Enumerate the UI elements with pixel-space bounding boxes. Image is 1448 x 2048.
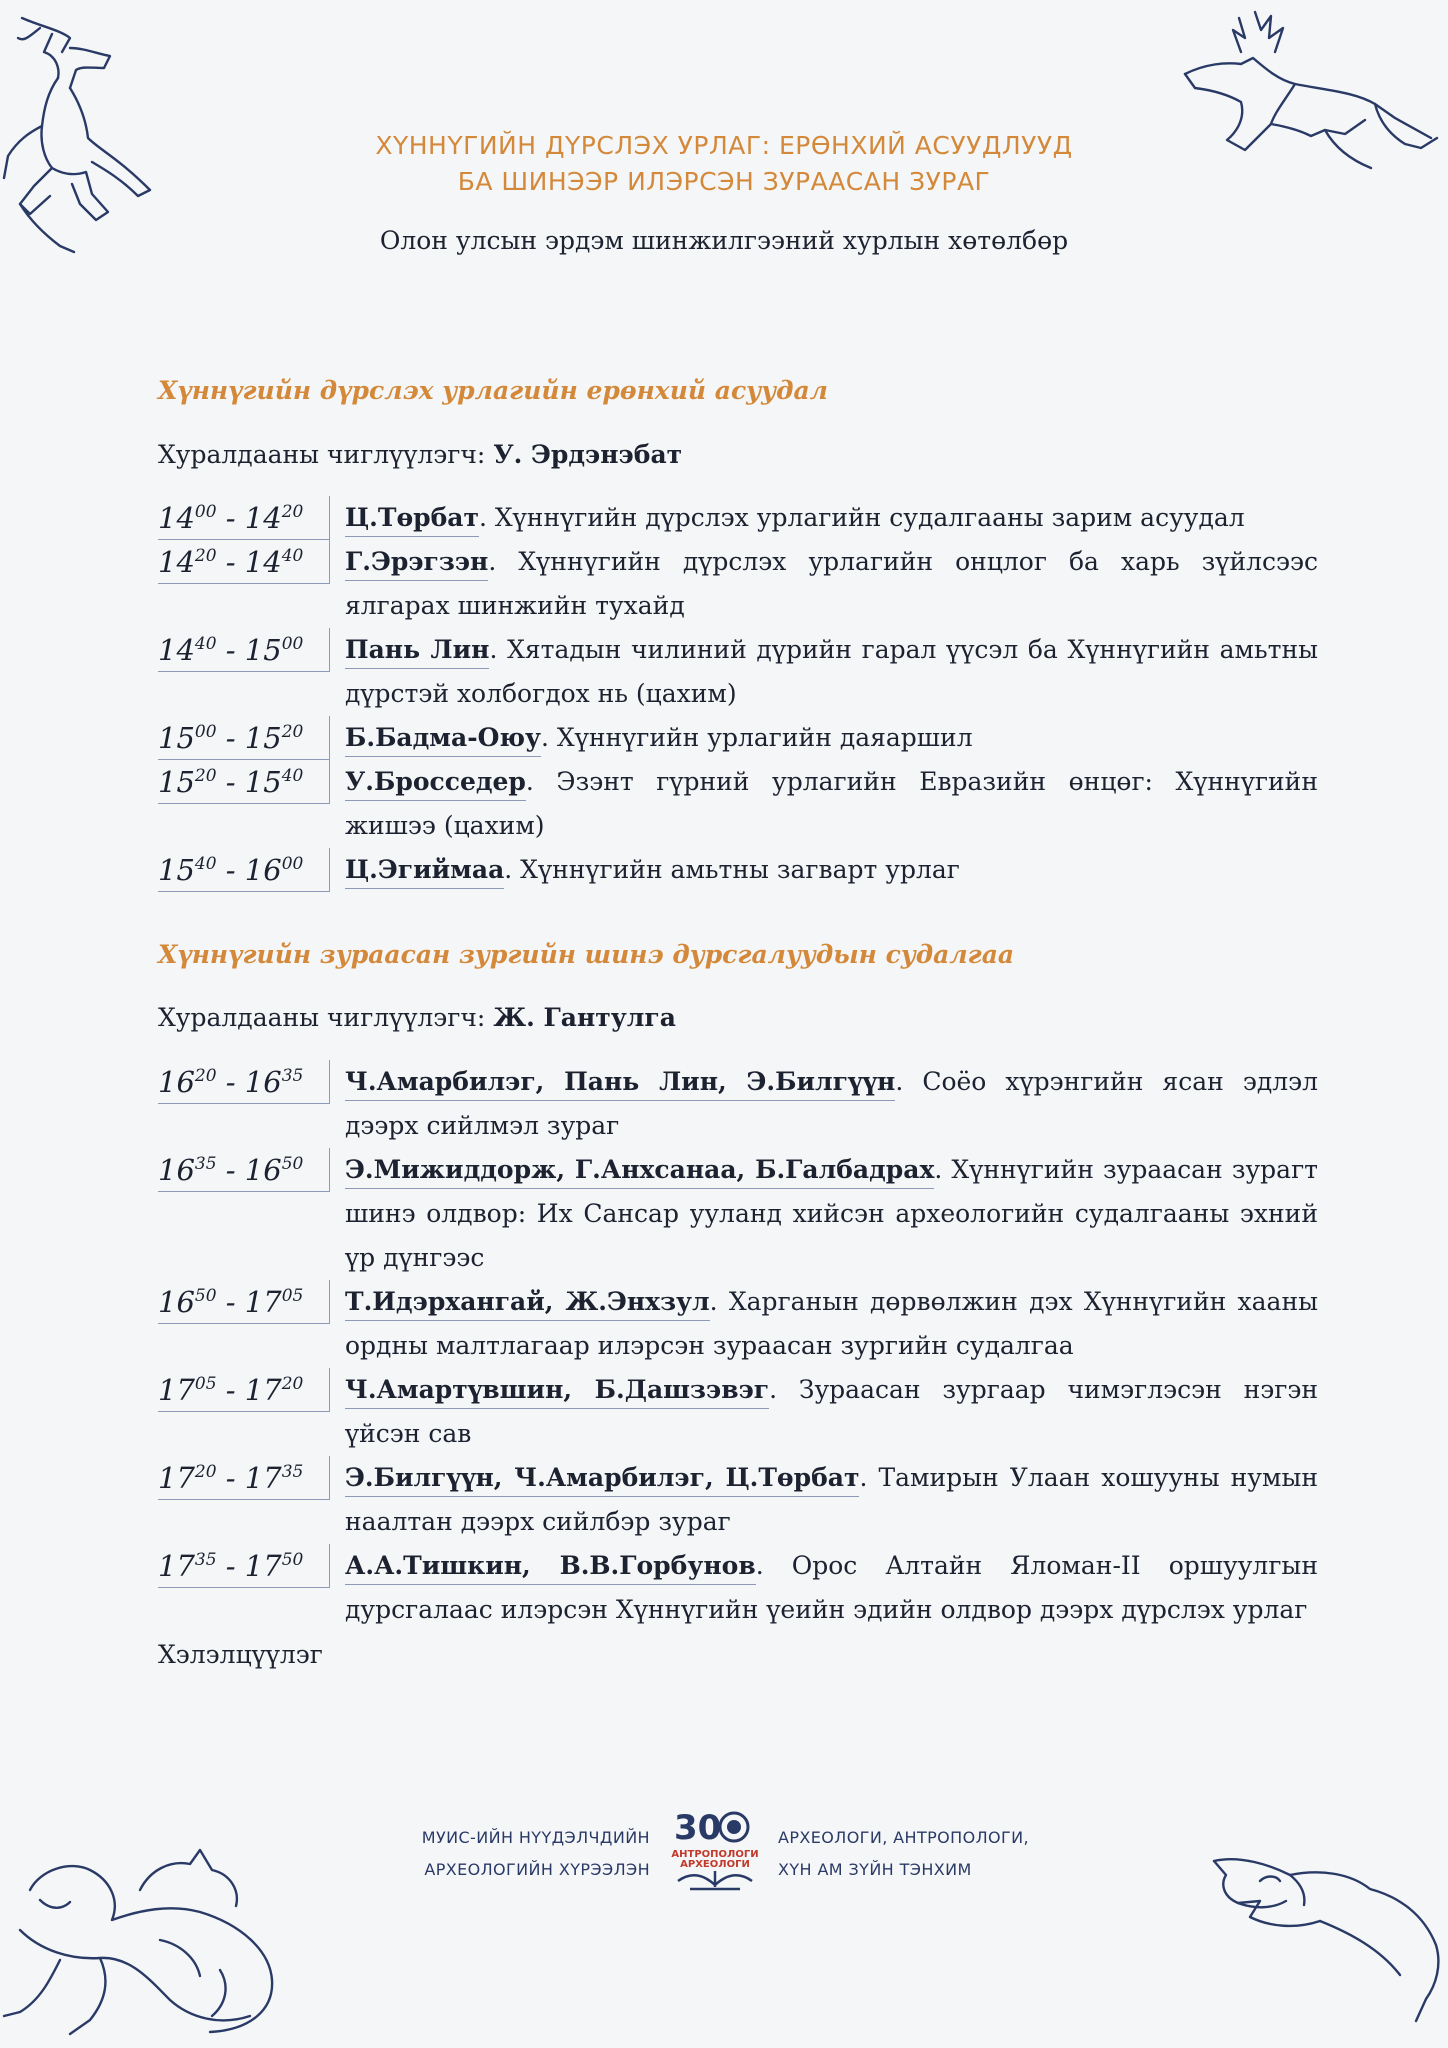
- talk-entry: [330, 1368, 1318, 1456]
- time-slot: $14^{40} - 15^{00}$: [158, 628, 330, 672]
- session-2-moderator: [158, 1003, 676, 1032]
- talk-entry: [330, 1280, 1318, 1368]
- animal-combat-icon-bottom-left: [0, 1840, 290, 2040]
- end-hour: 15: [244, 633, 282, 667]
- talk-authors: У.Бросседер: [345, 767, 526, 801]
- session-1-moderator: [158, 440, 682, 469]
- moderator-label: Хуралдааны чиглүүлэгч:: [158, 1003, 494, 1032]
- time-slot: $17^{05} - 17^{20}$: [158, 1368, 330, 1412]
- session-2-schedule: [158, 1060, 1318, 1632]
- talk-entry: [330, 716, 1318, 760]
- talk-authors: Пань Лин: [345, 635, 489, 669]
- talk-authors: А.А.Тишкин, В.В.Горбунов: [345, 1551, 756, 1585]
- talk-title: . Харганын дөрвөлжин дэх Хүннүгийн хааны ордны малтлагаар илэрсэн зураасан зургийн судалгаа: [345, 1287, 1319, 1360]
- session-2-title: Хүннүгийн зураасан зургийн шинэ дурсгалуудын судалгаа: [158, 940, 1015, 969]
- start-minute: 00: [194, 722, 217, 742]
- end-minute: 40: [281, 766, 304, 786]
- end-hour: 17: [244, 1549, 282, 1583]
- end-minute: 00: [281, 854, 304, 874]
- end-hour: 16: [244, 853, 282, 887]
- schedule-row: [158, 716, 1318, 760]
- schedule-row: [158, 1060, 1318, 1148]
- talk-title: . Тамирын Улаан хошууны нумын наалтан дээрх сийлбэр зураг: [345, 1463, 1319, 1536]
- talk-title: . Хүннүгийн амьтны загварт урлаг: [504, 855, 960, 884]
- end-hour: 14: [244, 501, 282, 535]
- talk-title: . Хүннүгийн дүрслэх урлагийн судалгааны зарим асуудал: [478, 503, 1245, 532]
- anniversary-logo: [668, 1805, 762, 1897]
- schedule-row: [158, 1456, 1318, 1544]
- talk-title: . Хүннүгийн урлагийн даяаршил: [541, 723, 973, 752]
- start-minute: 35: [194, 1154, 217, 1174]
- start-hour: 14: [158, 501, 195, 535]
- time-slot: $16^{20} - 16^{35}$: [158, 1060, 330, 1104]
- start-hour: 14: [158, 633, 195, 667]
- talk-entry: [330, 628, 1318, 716]
- time-slot: $17^{35} - 17^{50}$: [158, 1544, 330, 1588]
- schedule-row: [158, 1544, 1318, 1632]
- time-slot: $15^{00} - 15^{20}$: [158, 716, 330, 760]
- logo-text-1: АНТРОПОЛОГИ: [671, 1849, 759, 1860]
- start-hour: 17: [158, 1373, 195, 1407]
- time-slot: $14^{20} - 14^{40}$: [158, 540, 330, 584]
- start-minute: 40: [194, 854, 217, 874]
- session-1-schedule: [158, 496, 1318, 892]
- end-minute: 20: [281, 502, 304, 522]
- talk-title: . Зураасан зургаар чимэглэсэн нэгэн үйсэн сав: [345, 1375, 1318, 1448]
- session-1-title: Хүннүгийн дүрслэх урлагийн ерөнхий асуудал: [158, 376, 828, 405]
- end-hour: 17: [244, 1285, 282, 1319]
- end-hour: 15: [244, 765, 282, 799]
- end-minute: 20: [281, 1374, 304, 1394]
- start-hour: 14: [158, 545, 195, 579]
- start-minute: 50: [194, 1286, 217, 1306]
- page-title: [0, 128, 1448, 200]
- end-hour: 17: [244, 1373, 282, 1407]
- talk-title: . Хятадын чилиний дүрийн гарал үүсэл ба Хүннүгийн амьтны дүрстэй холбогдох нь (цахим): [345, 635, 1318, 708]
- talk-entry: [330, 1060, 1318, 1148]
- start-minute: 20: [194, 766, 217, 786]
- start-minute: 05: [194, 1374, 217, 1394]
- schedule-row: [158, 1148, 1318, 1280]
- talk-entry: [330, 1456, 1318, 1544]
- time-slot: $17^{20} - 17^{35}$: [158, 1456, 330, 1500]
- time-slot: $16^{50} - 17^{05}$: [158, 1280, 330, 1324]
- talk-title: . Орос Алтайн Яломан-II оршуулгын дурсгалаас илэрсэн Хүннүгийн үеийн эдийн олдвор дээрх дүрслэх урлаг: [345, 1551, 1318, 1624]
- end-minute: 40: [281, 546, 304, 566]
- start-hour: 15: [158, 721, 195, 755]
- schedule-row: [158, 496, 1318, 540]
- talk-authors: Ц.Эгиймаа: [345, 855, 504, 889]
- footer-right-line-2: ХҮН АМ ЗҮЙН ТЭНХИМ: [778, 1860, 972, 1879]
- moderator-name: У. Эрдэнэбат: [493, 440, 683, 469]
- start-minute: 00: [194, 502, 217, 522]
- talk-entry: [330, 1544, 1318, 1632]
- end-minute: 20: [281, 722, 304, 742]
- logo-number: 30: [674, 1808, 722, 1848]
- talk-authors: Б.Бадма-Оюу: [345, 723, 541, 757]
- talk-authors: Э.Билгүүн, Ч.Амарбилэг, Ц.Төрбат: [345, 1463, 859, 1497]
- logo-text-2: АРХЕОЛОГИ: [680, 1859, 750, 1870]
- schedule-row: [158, 760, 1318, 848]
- footer-left-institute: [350, 1822, 650, 1886]
- talk-authors: Ц.Төрбат: [345, 503, 479, 537]
- start-hour: 16: [158, 1065, 195, 1099]
- end-minute: 00: [281, 634, 304, 654]
- start-hour: 17: [158, 1549, 195, 1583]
- start-hour: 16: [158, 1153, 195, 1187]
- start-hour: 15: [158, 765, 195, 799]
- end-hour: 15: [244, 721, 282, 755]
- talk-entry: [330, 760, 1318, 848]
- footer-left-line-1: МУИС-ИЙН НҮҮДЭЛЧДИЙН: [421, 1828, 650, 1847]
- start-minute: 40: [194, 634, 217, 654]
- moderator-label: Хуралдааны чиглүүлэгч:: [158, 440, 494, 469]
- start-hour: 17: [158, 1461, 195, 1495]
- start-hour: 16: [158, 1285, 195, 1319]
- end-minute: 35: [281, 1066, 304, 1086]
- wolf-head-icon-bottom-right: [1210, 1845, 1445, 2025]
- end-hour: 17: [244, 1461, 282, 1495]
- schedule-row: [158, 628, 1318, 716]
- footer-right-line-1: АРХЕОЛОГИ, АНТРОПОЛОГИ,: [778, 1828, 1030, 1847]
- talk-entry: [330, 496, 1318, 540]
- talk-authors: Ч.Амартүвшин, Б.Дашзэвэг: [345, 1375, 769, 1409]
- talk-authors: Ч.Амарбилэг, Пань Лин, Э.Билгүүн: [345, 1067, 895, 1101]
- talk-entry: [330, 848, 1318, 892]
- end-minute: 05: [281, 1286, 304, 1306]
- start-minute: 20: [194, 1462, 217, 1482]
- time-slot: $14^{00} - 14^{20}$: [158, 496, 330, 540]
- talk-entry: [330, 1148, 1318, 1280]
- title-line-2: БА ШИНЭЭР ИЛЭРСЭН ЗУРААСАН ЗУРАГ: [457, 167, 991, 196]
- footer-right-department: [778, 1822, 1098, 1886]
- end-minute: 50: [281, 1154, 304, 1174]
- discussion-label: Хэлэлцүүлэг: [158, 1640, 323, 1669]
- footer-left-line-2: АРХЕОЛОГИЙН ХҮРЭЭЛЭН: [424, 1860, 650, 1879]
- moderator-name: Ж. Гантулга: [493, 1003, 676, 1032]
- end-hour: 14: [244, 545, 282, 579]
- start-minute: 20: [194, 546, 217, 566]
- talk-title: . Хүннүгийн дүрслэх урлагийн онцлог ба харь зүйлсээс ялгарах шинжийн тухайд: [345, 547, 1318, 620]
- talk-authors: Т.Идэрхангай, Ж.Энхзул: [345, 1287, 710, 1321]
- time-slot: $15^{20} - 15^{40}$: [158, 760, 330, 804]
- end-hour: 16: [244, 1153, 282, 1187]
- schedule-row: [158, 1280, 1318, 1368]
- talk-entry: [330, 540, 1318, 628]
- schedule-row: [158, 848, 1318, 892]
- talk-authors: Г.Эрэгзэн: [345, 547, 488, 581]
- talk-authors: Э.Мижиддорж, Г.Анхсанаа, Б.Галбадрах: [345, 1155, 934, 1189]
- schedule-row: [158, 1368, 1318, 1456]
- page-subtitle: Олон улсын эрдэм шинжилгээний хурлын хөтөлбөр: [379, 226, 1069, 255]
- end-minute: 50: [281, 1550, 304, 1570]
- talk-title: . Соёо хүрэнгийн ясан эдлэл дээрх сийлмэл зураг: [345, 1067, 1318, 1140]
- end-hour: 16: [244, 1065, 282, 1099]
- start-hour: 15: [158, 853, 195, 887]
- start-minute: 20: [194, 1066, 217, 1086]
- time-slot: $16^{35} - 16^{50}$: [158, 1148, 330, 1192]
- talk-title: . Эзэнт гүрний урлагийн Евразийн өнцөг: Хүннүгийн жишээ (цахим): [345, 767, 1318, 840]
- title-line-1: ХҮННҮГИЙН ДҮРСЛЭХ УРЛАГ: ЕРӨНХИЙ АСУУДЛУУД: [375, 131, 1073, 160]
- talk-title: . Хүннүгийн зураасан зурагт шинэ олдвор: Их Сансар ууланд хийсэн археологийн судалгааны эхний үр дүнгээс: [345, 1155, 1318, 1272]
- time-slot: $15^{40} - 16^{00}$: [158, 848, 330, 892]
- end-minute: 35: [281, 1462, 304, 1482]
- schedule-row: [158, 540, 1318, 628]
- start-minute: 35: [194, 1550, 217, 1570]
